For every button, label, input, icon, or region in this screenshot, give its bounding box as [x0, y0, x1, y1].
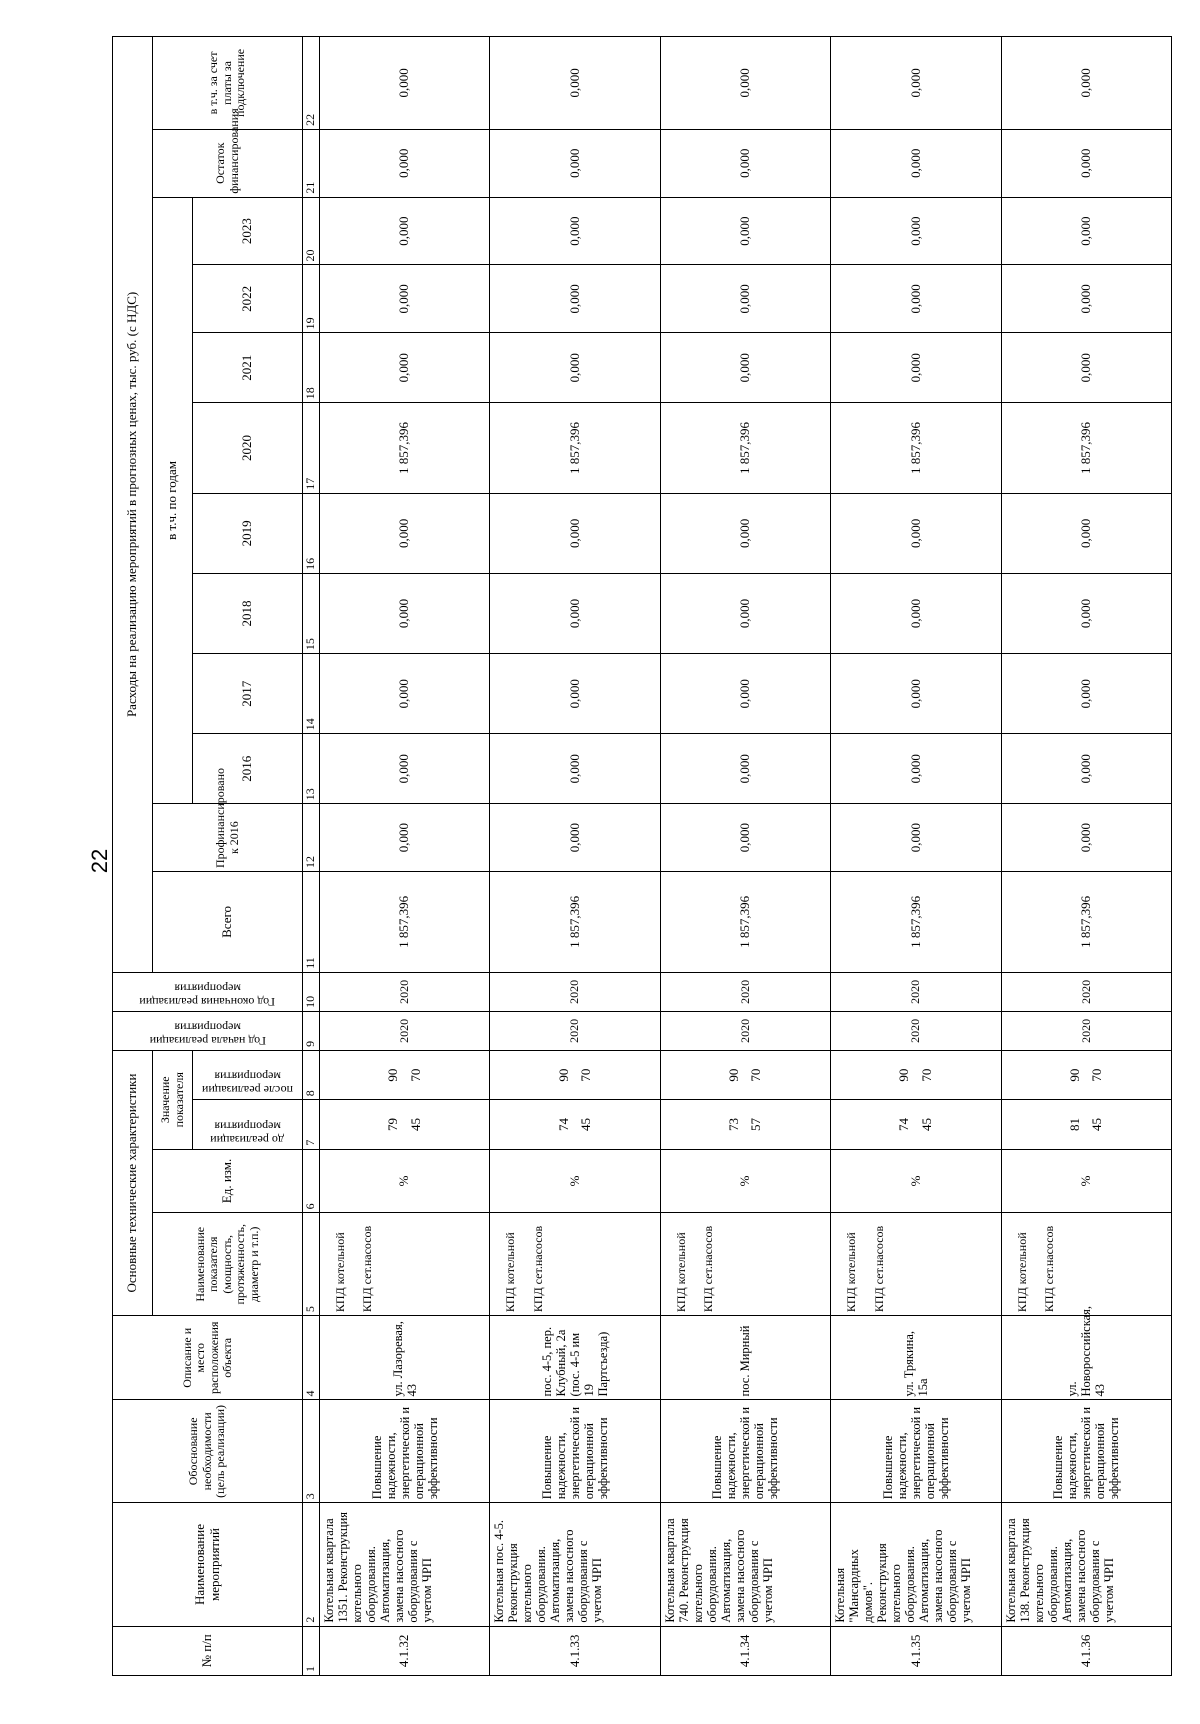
row-number: 4.1.36 — [1001, 1626, 1171, 1675]
prefinanced: 0,000 — [660, 804, 830, 872]
connection-fee: 0,000 — [831, 37, 1001, 130]
year-2016: 0,000 — [660, 734, 830, 804]
justification: Повышение надежности, энергетической и операционной эффективности — [490, 1400, 660, 1503]
location: ул. Лазоревая, 43 — [320, 1316, 490, 1400]
year-2023: 0,000 — [831, 197, 1001, 265]
value-after: 90 70 — [1001, 1050, 1171, 1099]
header-after: после реализации мероприятия — [193, 1050, 303, 1099]
year-2017: 0,000 — [660, 654, 830, 734]
year-2016: 0,000 — [320, 734, 490, 804]
header-justification: Обоснование необходимости (цель реализации) — [113, 1400, 303, 1503]
header-year-2023: 2023 — [193, 197, 303, 265]
unit: % — [1001, 1149, 1171, 1213]
column-number: 15 — [303, 573, 320, 653]
year-2019: 0,000 — [660, 493, 830, 573]
column-number: 4 — [303, 1316, 320, 1400]
header-tech-group: Основные технические характеристики — [113, 1050, 153, 1315]
year-2019: 0,000 — [1001, 493, 1171, 573]
year-2020: 1 857,396 — [831, 403, 1001, 493]
year-2022: 0,000 — [660, 265, 830, 333]
year-2021: 0,000 — [320, 333, 490, 403]
table-row — [490, 37, 660, 1676]
column-number: 13 — [303, 734, 320, 804]
column-number: 7 — [303, 1100, 320, 1149]
unit: % — [320, 1149, 490, 1213]
start-year: 2020 — [1001, 1011, 1171, 1050]
header-remaining: Остаток финансирования — [153, 129, 303, 197]
table-row — [660, 37, 830, 1676]
value-after: 90 70 — [660, 1050, 830, 1099]
column-number: 11 — [303, 872, 320, 973]
value-before: 81 45 — [1001, 1100, 1171, 1149]
total: 1 857,396 — [320, 872, 490, 973]
table-row — [831, 37, 1001, 1676]
year-2020: 1 857,396 — [660, 403, 830, 493]
prefinanced: 0,000 — [831, 804, 1001, 872]
value-after: 90 70 — [320, 1050, 490, 1099]
row-number: 4.1.35 — [831, 1626, 1001, 1675]
column-number: 20 — [303, 197, 320, 265]
remaining: 0,000 — [320, 129, 490, 197]
year-2022: 0,000 — [1001, 265, 1171, 333]
year-2017: 0,000 — [831, 654, 1001, 734]
header-indicator-name: Наименование показателя (мощность, протяженность, диаметр и т.п.) — [153, 1213, 303, 1316]
value-before: 73 57 — [660, 1100, 830, 1149]
justification: Повышение надежности, энергетической и операционной эффективности — [320, 1400, 490, 1503]
header-name: Наименование мероприятий — [113, 1503, 303, 1626]
justification: Повышение надежности, энергетической и операционной эффективности — [831, 1400, 1001, 1503]
header-before: до реализации мероприятия — [193, 1100, 303, 1149]
header-year-2016: 2016 — [193, 734, 303, 804]
column-number: 17 — [303, 403, 320, 493]
end-year: 2020 — [320, 972, 490, 1011]
header-start-year: Год начала реализации мероприятия — [113, 1011, 303, 1050]
end-year: 2020 — [660, 972, 830, 1011]
year-2019: 0,000 — [831, 493, 1001, 573]
start-year: 2020 — [660, 1011, 830, 1050]
connection-fee: 0,000 — [490, 37, 660, 130]
rotated-table-container — [112, 36, 1172, 1676]
column-number: 5 — [303, 1213, 320, 1316]
year-2018: 0,000 — [831, 573, 1001, 653]
year-2018: 0,000 — [490, 573, 660, 653]
value-before: 74 45 — [831, 1100, 1001, 1149]
row-number: 4.1.32 — [320, 1626, 490, 1675]
year-2021: 0,000 — [831, 333, 1001, 403]
connection-fee: 0,000 — [660, 37, 830, 130]
indicator-names: КПД котельной КПД сет.насосов — [1001, 1213, 1171, 1316]
year-2016: 0,000 — [831, 734, 1001, 804]
measure-name: Котельная квартала 1351. Реконструкция котельного оборудования. Автоматизация, замена насосного оборудования с учетом ЧРП — [320, 1503, 490, 1626]
measure-name: Котельная пос. 4-5. Реконструкция котельного оборудования. Автоматизация, замена насосного оборудования с учетом ЧРП — [490, 1503, 660, 1626]
indicator-names: КПД котельной КПД сет.насосов — [490, 1213, 660, 1316]
header-unit: Ед. изм. — [153, 1149, 303, 1213]
total: 1 857,396 — [831, 872, 1001, 973]
year-2018: 0,000 — [660, 573, 830, 653]
value-after: 90 70 — [831, 1050, 1001, 1099]
page-number: 22 — [87, 848, 113, 874]
column-number: 6 — [303, 1149, 320, 1213]
year-2022: 0,000 — [320, 265, 490, 333]
rotated-table-wrapper — [112, 36, 1172, 1676]
year-2018: 0,000 — [320, 573, 490, 653]
year-2017: 0,000 — [1001, 654, 1171, 734]
year-2016: 0,000 — [490, 734, 660, 804]
year-2021: 0,000 — [660, 333, 830, 403]
column-number: 8 — [303, 1050, 320, 1099]
year-2019: 0,000 — [320, 493, 490, 573]
location: пос. Мирный — [660, 1316, 830, 1400]
year-2023: 0,000 — [1001, 197, 1171, 265]
remaining: 0,000 — [660, 129, 830, 197]
prefinanced: 0,000 — [320, 804, 490, 872]
year-2019: 0,000 — [490, 493, 660, 573]
location: ул. Новороссийская, 43 — [1001, 1316, 1171, 1400]
measure-name: Котельная квартала 740. Реконструкция котельного оборудования. Автоматизация, замена насосного оборудования с учетом ЧРП — [660, 1503, 830, 1626]
indicator-names: КПД котельной КПД сет.насосов — [660, 1213, 830, 1316]
header-value-group: Значение показателя — [153, 1050, 193, 1149]
indicator-names: КПД котельной КПД сет.насосов — [831, 1213, 1001, 1316]
remaining: 0,000 — [490, 129, 660, 197]
header-connection-fee: в т.ч. за счет платы за подключение — [153, 37, 303, 130]
column-number: 3 — [303, 1400, 320, 1503]
header-expenses-group: Расходы на реализацию мероприятий в прогнозных ценах, тыс. руб. (с НДС) — [113, 37, 153, 973]
year-2023: 0,000 — [490, 197, 660, 265]
unit: % — [831, 1149, 1001, 1213]
header-year-2017: 2017 — [193, 654, 303, 734]
header-no: № п/п — [113, 1626, 303, 1675]
column-number: 9 — [303, 1011, 320, 1050]
year-2017: 0,000 — [320, 654, 490, 734]
header-total: Всего — [153, 872, 303, 973]
justification: Повышение надежности, энергетической и операционной эффективности — [660, 1400, 830, 1503]
remaining: 0,000 — [1001, 129, 1171, 197]
start-year: 2020 — [831, 1011, 1001, 1050]
investment-table — [112, 36, 1172, 1676]
header-end-year: Год окончания реализации мероприятия — [113, 972, 303, 1011]
header-year-2022: 2022 — [193, 265, 303, 333]
column-number: 21 — [303, 129, 320, 197]
table-row — [1001, 37, 1171, 1676]
header-year-2018: 2018 — [193, 573, 303, 653]
year-2022: 0,000 — [831, 265, 1001, 333]
prefinanced: 0,000 — [490, 804, 660, 872]
year-2018: 0,000 — [1001, 573, 1171, 653]
year-2020: 1 857,396 — [320, 403, 490, 493]
connection-fee: 0,000 — [320, 37, 490, 130]
row-number: 4.1.34 — [660, 1626, 830, 1675]
column-number: 18 — [303, 333, 320, 403]
total: 1 857,396 — [660, 872, 830, 973]
unit: % — [660, 1149, 830, 1213]
header-year-2021: 2021 — [193, 333, 303, 403]
unit: % — [490, 1149, 660, 1213]
header-year-2019: 2019 — [193, 493, 303, 573]
year-2016: 0,000 — [1001, 734, 1171, 804]
header-by-years: в т.ч. по годам — [153, 197, 193, 804]
column-number: 16 — [303, 493, 320, 573]
end-year: 2020 — [490, 972, 660, 1011]
year-2023: 0,000 — [660, 197, 830, 265]
year-2017: 0,000 — [490, 654, 660, 734]
column-number: 1 — [303, 1626, 320, 1675]
justification: Повышение надежности, энергетической и операционной эффективности — [1001, 1400, 1171, 1503]
location: ул. Трякина, 15а — [831, 1316, 1001, 1400]
connection-fee: 0,000 — [1001, 37, 1171, 130]
end-year: 2020 — [831, 972, 1001, 1011]
end-year: 2020 — [1001, 972, 1171, 1011]
year-2023: 0,000 — [320, 197, 490, 265]
prefinanced: 0,000 — [1001, 804, 1171, 872]
column-number-row — [303, 37, 320, 1676]
start-year: 2020 — [490, 1011, 660, 1050]
year-2021: 0,000 — [1001, 333, 1171, 403]
column-number: 10 — [303, 972, 320, 1011]
value-after: 90 70 — [490, 1050, 660, 1099]
table-row — [320, 37, 490, 1676]
column-number: 12 — [303, 804, 320, 872]
start-year: 2020 — [320, 1011, 490, 1050]
header-prefinanced: Профинансировано к 2016 — [153, 804, 303, 872]
header-year-2020: 2020 — [193, 403, 303, 493]
column-number: 22 — [303, 37, 320, 130]
measure-name: Котельная квартала 138. Реконструкция котельного оборудования. Автоматизация, замена насосного оборудования с учетом ЧРП — [1001, 1503, 1171, 1626]
column-number: 14 — [303, 654, 320, 734]
header-location: Описание и место расположения объекта — [113, 1316, 303, 1400]
location: пос. 4-5, пер. Клубный, 2а (пос. 4-5 им 19 Партсъезда) — [490, 1316, 660, 1400]
total: 1 857,396 — [1001, 872, 1171, 973]
column-number: 19 — [303, 265, 320, 333]
year-2020: 1 857,396 — [490, 403, 660, 493]
row-number: 4.1.33 — [490, 1626, 660, 1675]
value-before: 74 45 — [490, 1100, 660, 1149]
year-2020: 1 857,396 — [1001, 403, 1171, 493]
remaining: 0,000 — [831, 129, 1001, 197]
year-2021: 0,000 — [490, 333, 660, 403]
measure-name: Котельная "Мансардных домов". Реконструкция котельного оборудования. Автоматизация, замена насосного оборудования с учетом ЧРП — [831, 1503, 1001, 1626]
column-number: 2 — [303, 1503, 320, 1626]
year-2022: 0,000 — [490, 265, 660, 333]
indicator-names: КПД котельной КПД сет.насосов — [320, 1213, 490, 1316]
value-before: 79 45 — [320, 1100, 490, 1149]
total: 1 857,396 — [490, 872, 660, 973]
